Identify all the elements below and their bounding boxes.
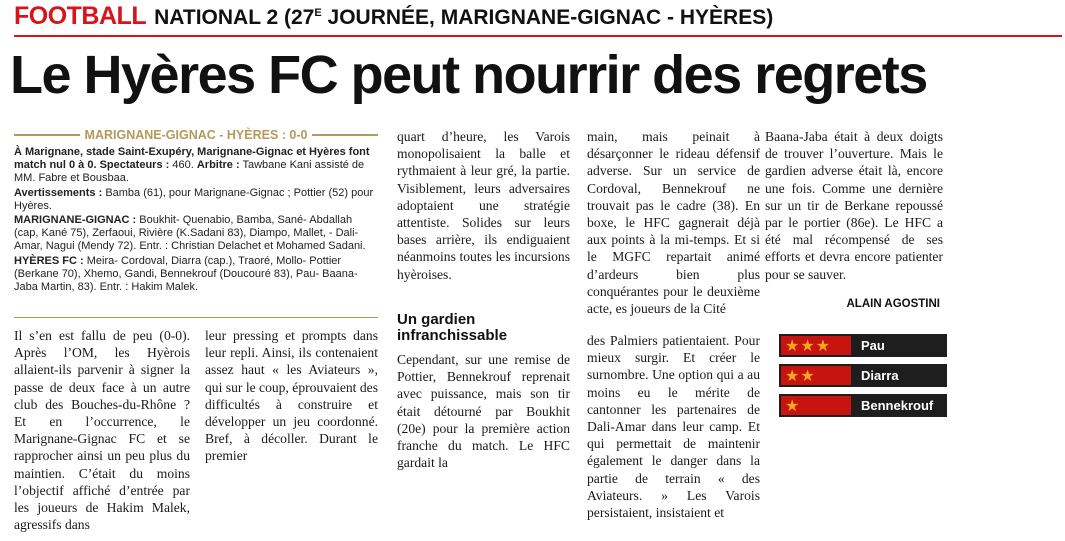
article-column-1: Il s’en est fallu de peu (0-0). Après l’OM, les Hyèrois allaient-ils parvenir à signer la passe de deux face à un autre club des Bouches-du-Rhône ? Et en l’occurrence, le Marignane-Gignac FC et se rapprocher ainsi un peu plus du maintien. C’était du moins l’objectif affiché d’entrée par les joueurs de Hakim Malek, agressifs dans bbox=[14, 328, 190, 533]
player-ratings bbox=[779, 334, 947, 424]
factbox-title: MARIGNANE-GIGNAC - HYÈRES : 0-0 bbox=[14, 124, 378, 146]
star-icon: ★ bbox=[785, 365, 800, 385]
article-column-5: Baana-Jaba était à deux doigts de trouver l’ouverture. Mais le gardien adverse était là, encore une fois. Comme une dernière sur un tir de Berkane repoussé par le portier (86e). Le HFC a été mal récompensé de ses efforts et devra encore patienter pour se sauver. bbox=[765, 129, 943, 282]
author-signature: ALAIN AGOSTINI bbox=[846, 298, 940, 310]
factbox-venue-line: À Marignane, stade Saint-Exupéry, Marignane-Gignac et Hyères font match nul 0 à 0. Spectateurs : 460. Arbitre : Tawbane Kani assisté de MM. Fabre et Bousbaa. bbox=[14, 146, 370, 185]
rating-row bbox=[779, 364, 947, 387]
sport-label: FOOTBALL bbox=[14, 2, 147, 30]
kicker-rule bbox=[14, 35, 1062, 37]
factbox-body bbox=[14, 146, 378, 294]
rating-stars bbox=[781, 366, 851, 385]
article-column-2: leur pressing et prompts dans leur repli. Ainsi, ils contenaient assez haut « les Aviateurs », qui sur le coup, éprouvaient des difficultés à construire et développer un jeu coordonné. Bref, à décoller. Durant le premier bbox=[205, 328, 378, 464]
rating-stars bbox=[781, 396, 851, 415]
factbox-dash-left bbox=[14, 134, 80, 136]
kicker bbox=[14, 2, 1064, 36]
factbox-team1: MARIGNANE-GIGNAC : Boukhit- Quenabio, Bamba, Sané- Abdallah (cap, Kané 75), Zerfaoui, Rivière (K.Sadani 83), Diampo, Mallet, - Dali-Amar, Nagui (Mendy 72). Entr. : Christian Delachet et Mohamed Sadani. bbox=[14, 214, 366, 253]
star-icon: ★ bbox=[800, 365, 815, 385]
rating-row bbox=[779, 394, 947, 417]
rating-row bbox=[779, 334, 947, 357]
star-icon: ★ bbox=[815, 335, 831, 355]
factbox-dash-right bbox=[312, 134, 378, 136]
article-subhead: Un gardien infranchissable bbox=[397, 311, 508, 344]
star-icon: ★ bbox=[785, 395, 800, 415]
rating-player-name: Bennekrouf bbox=[861, 398, 934, 413]
headline: Le Hyères FC peut nourrir des regrets bbox=[10, 45, 927, 105]
match-factbox bbox=[14, 124, 378, 318]
competition-label: NATIONAL 2 ($27^E$ JOURNÉE, MARIGNANE-GIGNAC - HYÈRES) bbox=[154, 6, 774, 29]
factbox-team2: HYÈRES FC : Meira- Cordoval, Diarra (cap.), Traoré, Mollo- Pottier (Berkane 70), Xhemo, Gandi, Bennekrouf (Doucouré 83), Pau- Baana-Jaba Martin, 83). Entr. : Hakim Malek. bbox=[14, 254, 358, 294]
article-column-4b: des Palmiers patientaient. Pour mieux surgir. Et créer le surnombre. Une option qui a au moins eu le mérite de cantonner les partenaires de Dali-Amar dans leur camp. Et qui permettait de maintenir également le danger dans la partie de terrain « des Aviateurs. » Les Varois persistaient, insistaient et bbox=[587, 333, 760, 521]
rating-player-name: Pau bbox=[861, 338, 885, 353]
article-column-3: quart d’heure, les Varois monopolisaient la balle et rythmaient à leur gré, la partie. Visiblement, leurs adversaires adoptaient une stratégie attentiste. Solides sur leurs bases arrière, ils endiguaient néanmoins toutes les incursions hyèroises. bbox=[397, 129, 570, 282]
star-icon: ★ bbox=[800, 335, 815, 355]
rating-player-name: Diarra bbox=[861, 368, 899, 383]
star-icon: ★ bbox=[785, 335, 800, 355]
article-column-3b: Cependant, sur une remise de Pottier, Bennekrouf reprenait avec puissance, mais son tir était détourné par Boukhit (20e) pour la première action franche du match. Le HFC gardait la bbox=[397, 352, 570, 471]
factbox-rule bbox=[14, 317, 378, 319]
rating-stars bbox=[781, 336, 851, 355]
article-column-4: main, mais peinait à désarçonner le rideau défensif adverse. Sur un service de Cordoval, Bennekrouf ne trouvait pas le cadre (38). En boxe, le HFC gagnerait déjà aux points à la mi-temps. Et si le MGFC repartait animé d’ardeurs bien plus conquérantes pour le deuxième acte, es joueurs de la Cité bbox=[587, 129, 760, 317]
factbox-warnings: Avertissements : Bamba (61), pour Marignane-Gignac ; Pottier (52) pour Hyères. bbox=[14, 186, 374, 212]
